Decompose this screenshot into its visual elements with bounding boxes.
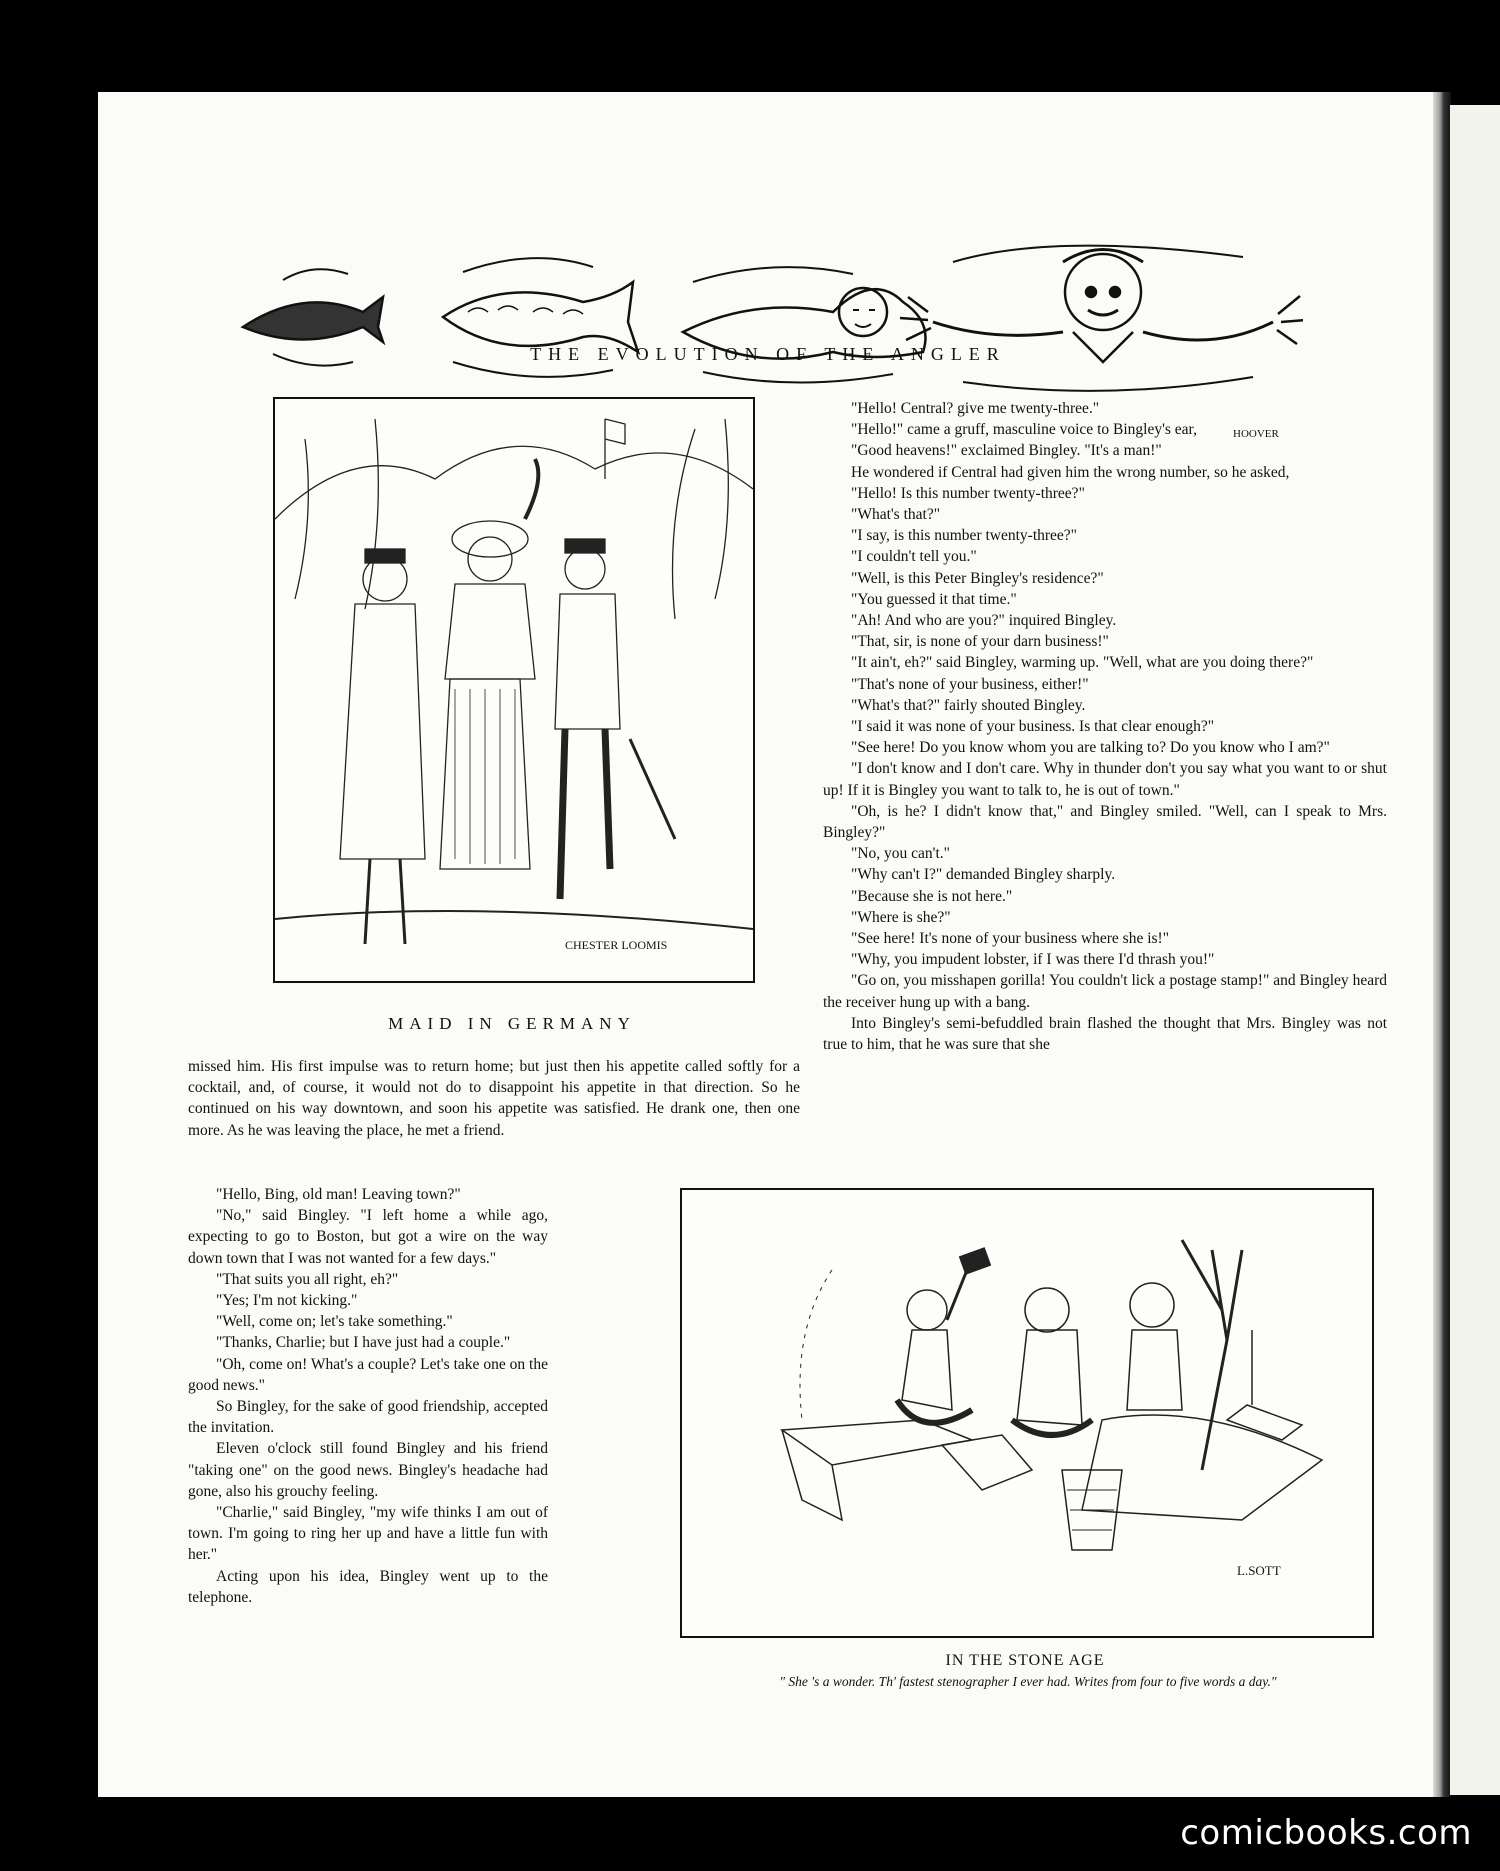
- header-title: THE EVOLUTION OF THE ANGLER: [530, 344, 1006, 364]
- paragraph: "Good heavens!" exclaimed Bingley. "It's a man!": [851, 442, 1162, 460]
- paragraph: "Charlie," said Bingley, "my wife thinks I am out of town. I'm going to ring her up and have a little fun with her.": [188, 1504, 548, 1564]
- right-illustration-title: IN THE STONE AGE: [945, 1652, 1105, 1669]
- left-column-text: [188, 1056, 800, 1141]
- paragraph: "That suits you all right, eh?": [216, 1270, 399, 1288]
- paragraph: "Where is she?": [851, 908, 951, 926]
- paragraph: "Hello! Central? give me twenty-three.": [851, 400, 1100, 417]
- paragraph: "You guessed it that time.": [851, 590, 1017, 608]
- next-page-edge: [1450, 105, 1500, 1795]
- paragraph: "What's that?" fairly shouted Bingley.: [851, 696, 1086, 714]
- paragraph: "Why, you impudent lobster, if I was there I'd thrash you!": [851, 951, 1215, 969]
- paragraph: "That, sir, is none of your darn business!": [851, 633, 1109, 651]
- paragraph: "See here! Do you know whom you are talking to? Do you know who I am?": [851, 739, 1330, 757]
- paragraph: "Well, come on; let's take something.": [216, 1313, 453, 1331]
- paragraph: He wondered if Central had given him the wrong number, so he asked,: [851, 463, 1290, 481]
- paragraph: Into Bingley's semi-befuddled brain flashed the thought that Mrs. Bingley was not true to him, that he was sure that she: [823, 1014, 1387, 1054]
- site-watermark: comicbooks.com: [1180, 1813, 1472, 1853]
- paragraph: "I don't know and I don't care. Why in thunder don't you say what you want to or shut up! If it is Bingley you want to talk to, he is out of town.": [823, 760, 1387, 799]
- paragraph: "Go on, you misshapen gorilla! You couldn't lick a postage stamp!" and Bingley heard the receiver hung up with a bang.: [823, 972, 1387, 1011]
- paragraph: "It ain't, eh?" said Bingley, warming up. "Well, what are you doing there?": [851, 654, 1314, 672]
- paragraph: "Ah! And who are you?" inquired Bingley.: [851, 612, 1117, 630]
- stone-age-illustration: [680, 1188, 1374, 1638]
- paragraph: "Hello!" came a gruff, masculine voice to Bingley's ear,: [851, 421, 1197, 439]
- paragraph: Eleven o'clock still found Bingley and his friend "taking one" on the good news. Bingley's headache had gone, also his grouchy feeling.: [188, 1440, 548, 1500]
- cavemen-drawing: [682, 1190, 1372, 1636]
- page-gutter: [1433, 92, 1451, 1797]
- left-column-narrow-text: [188, 1184, 548, 1608]
- paragraph: "Yes; I'm not kicking.": [216, 1292, 358, 1310]
- left-illustration-caption: MAID IN GERMANY: [388, 1014, 636, 1033]
- paragraph: "I said it was none of your business. Is that clear enough?": [851, 718, 1215, 736]
- paragraph: "No," said Bingley. "I left home a while ago, expecting to go to Boston, but got a wire on the way down town that I was not wanted for a few days.": [188, 1207, 548, 1267]
- left-illustration-signature: CHESTER LOOMIS: [565, 938, 668, 952]
- paragraph: "See here! It's none of your business where she is!": [851, 930, 1170, 948]
- right-illustration-signature: L.SOTT: [1237, 1563, 1281, 1578]
- paragraph: "That's none of your business, either!": [851, 675, 1089, 693]
- paragraph: "Hello, Bing, old man! Leaving town?": [216, 1186, 461, 1203]
- paragraph: Acting upon his idea, Bingley went up to the telephone.: [188, 1567, 548, 1606]
- paragraph: "Hello! Is this number twenty-three?": [851, 484, 1085, 502]
- paragraph: missed him. His first impulse was to return home; but just then his appetite called softly for a cocktail, and, of course, it would not do to disappoint his appetite in that direction. So he continued on his way downtown, and soon his appetite was satisfied. He drank one, then one more. As he was leaving the place, he met a friend.: [188, 1058, 800, 1139]
- paragraph: "Well, is this Peter Bingley's residence?": [851, 569, 1104, 587]
- maid-in-germany-illustration: [273, 397, 755, 983]
- right-column-text: [823, 398, 1387, 1055]
- paragraph: "Why can't I?" demanded Bingley sharply.: [851, 866, 1116, 884]
- right-illustration-quote: " She 's a wonder. Th' fastest stenographer I ever had. Writes from four to five words a day.": [779, 1674, 1277, 1689]
- paragraph: "Because she is not here.": [851, 887, 1013, 905]
- paragraph: "What's that?": [851, 506, 941, 524]
- soldiers-and-maid-drawing: [275, 399, 753, 981]
- paragraph: "I couldn't tell you.": [851, 548, 977, 566]
- magazine-page: [98, 92, 1438, 1797]
- paragraph: "Oh, come on! What's a couple? Let's take one on the good news.": [188, 1355, 548, 1394]
- paragraph: "No, you can't.": [851, 845, 950, 863]
- paragraph: So Bingley, for the sake of good friendship, accepted the invitation.: [188, 1398, 548, 1437]
- paragraph: "Oh, is he? I didn't know that," and Bingley smiled. "Well, can I speak to Mrs. Bingley?": [823, 802, 1387, 842]
- paragraph: "Thanks, Charlie; but I have just had a couple.": [216, 1334, 511, 1352]
- header-artist-signature: HOOVER: [1233, 428, 1279, 440]
- paragraph: "I say, is this number twenty-three?": [851, 527, 1078, 545]
